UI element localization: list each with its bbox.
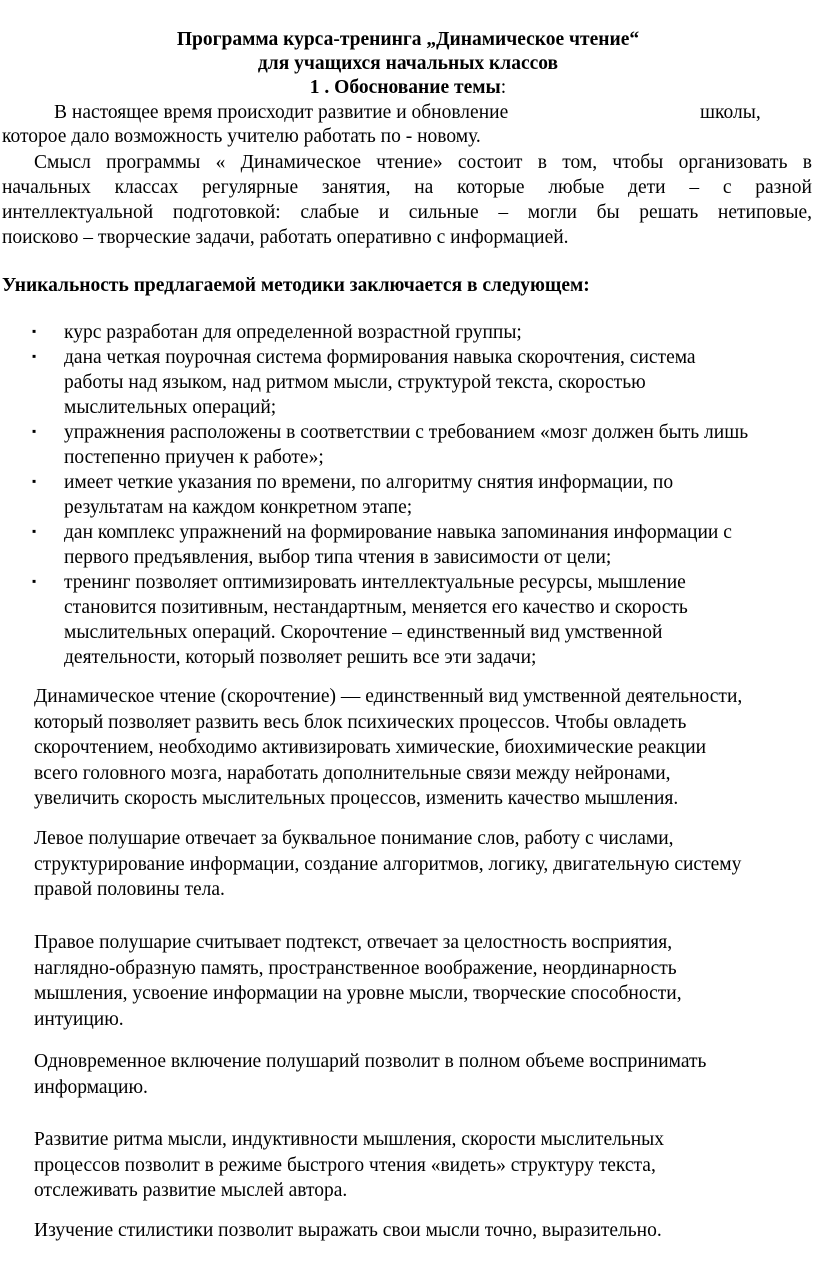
list-item-line: дана четкая поурочная система формирования навыка скорочтения, система [64, 347, 696, 368]
list-item-line: мыслительных операций; [64, 397, 277, 418]
list-item-line: имеет четкие указания по времени, по алгоритму снятия информации, по [64, 472, 674, 493]
paragraph-line: наглядно-образную память, пространственное воображение, неординарность [34, 957, 677, 979]
paragraph-line: скорочтением, необходимо активизировать химические, биохимические реакции [34, 737, 707, 758]
document-subtitle: для учащихся начальных классов [257, 53, 559, 74]
bullet-marker: ▪ [32, 424, 37, 438]
list-item-line: тренинг позволяет оптимизировать интеллектуальные ресурсы, мышление [64, 572, 686, 593]
uniqueness-heading: Уникальность предлагаемой методики заключается в следующем: [2, 275, 590, 296]
list-item-line: дан комплекс упражнений на формирование навыка запоминания информации с [64, 522, 732, 543]
paragraph-line: который позволяет развить весь блок психических процессов. Чтобы овладеть [34, 711, 687, 733]
paragraph-line: увеличить скорость мыслительных процессов, изменить качество мышления. [34, 788, 679, 809]
paragraph-line: процессов позволит в режиме быстрого чтения «видеть» структуру текста, [34, 1154, 656, 1176]
bullet-marker: ▪ [32, 574, 37, 588]
list-item-line: мыслительных операций. Скорочтение – единственный вид умственной [64, 622, 663, 643]
intro-p2-line1: Смысл программы « Динамическое чтение» состоит в том, чтобы организовать в [34, 152, 812, 173]
paragraph-line: информацию. [34, 1076, 148, 1098]
section-heading [0, 76, 816, 100]
bullet-marker: ▪ [32, 524, 37, 538]
list-item-line: упражнения расположены в соответствии с требованием «мозг должен быть лишь [64, 422, 749, 443]
list-item-line: первого предъявления, выбор типа чтения в зависимости от цели; [64, 547, 612, 568]
bullet-marker: ▪ [32, 474, 37, 488]
paragraph-line: структурирование информации, создание алгоритмов, логику, двигательную систему [34, 853, 742, 875]
section-heading-text: 1 . Обоснование темы [309, 77, 501, 98]
paragraph-line: мышления, усвоение информации на уровне мысли, творческие способности, [34, 983, 682, 1004]
bullet-marker: ▪ [32, 324, 37, 338]
paragraph-line: правой половины тела. [34, 879, 225, 900]
paragraph-line: отслеживать развитие мыслей автора. [34, 1180, 348, 1201]
list-item-line: становится позитивным, нестандартным, меняется его качество и скорость [64, 597, 688, 618]
paragraph-line: интуицию. [34, 1008, 124, 1030]
list-item-line: деятельности, который позволяет решить все эти задачи; [64, 647, 537, 668]
paragraph-line: всего головного мозга, наработать дополнительные связи между нейронами, [34, 762, 671, 784]
intro-p2-line4: поисково – творческие задачи, работать оперативно с информацией. [2, 227, 569, 248]
intro-p1-line1-right: школы, [700, 102, 761, 123]
document-title: Программа курса-тренинга „Динамическое чтение“ [176, 29, 640, 50]
intro-p2-line2: начальных классах регулярные занятия, на которые любые дети – с разной [2, 177, 812, 198]
list-item-line: постепенно приучен к работе»; [64, 447, 324, 468]
list-item-line: результатам на каждом конкретном этапе; [64, 497, 413, 518]
paragraph-line: Левое полушарие отвечает за буквальное понимание слов, работу с числами, [34, 828, 674, 849]
list-item-line: курс разработан для определенной возрастной группы; [64, 322, 522, 343]
paragraph-line: Развитие ритма мысли, индуктивности мышления, скорости мыслительных [34, 1129, 665, 1150]
paragraph-line: Изучение стилистики позволит выражать свои мысли точно, выразительно. [34, 1220, 662, 1241]
section-heading-colon: : [500, 77, 507, 98]
bullet-marker: ▪ [32, 349, 37, 363]
list-item-line: работы над языком, над ритмом мысли, структурой текста, скоростью [64, 372, 646, 393]
intro-p1-line1-left: В настоящее время происходит развитие и обновление [54, 102, 509, 123]
paragraph-line: Одновременное включение полушарий позволит в полном объеме воспринимать [34, 1051, 707, 1072]
paragraph-line: Правое полушарие считывает подтекст, отвечает за целостность восприятия, [34, 932, 673, 953]
paragraph-line: Динамическое чтение (скорочтение) — единственный вид умственной деятельности, [34, 686, 743, 707]
intro-p1-line2: которое дало возможность учителю работать по - новому. [2, 126, 481, 147]
intro-p2-line3: интеллектуальной подготовкой: слабые и сильные – могли бы решать нетиповые, [2, 202, 812, 223]
